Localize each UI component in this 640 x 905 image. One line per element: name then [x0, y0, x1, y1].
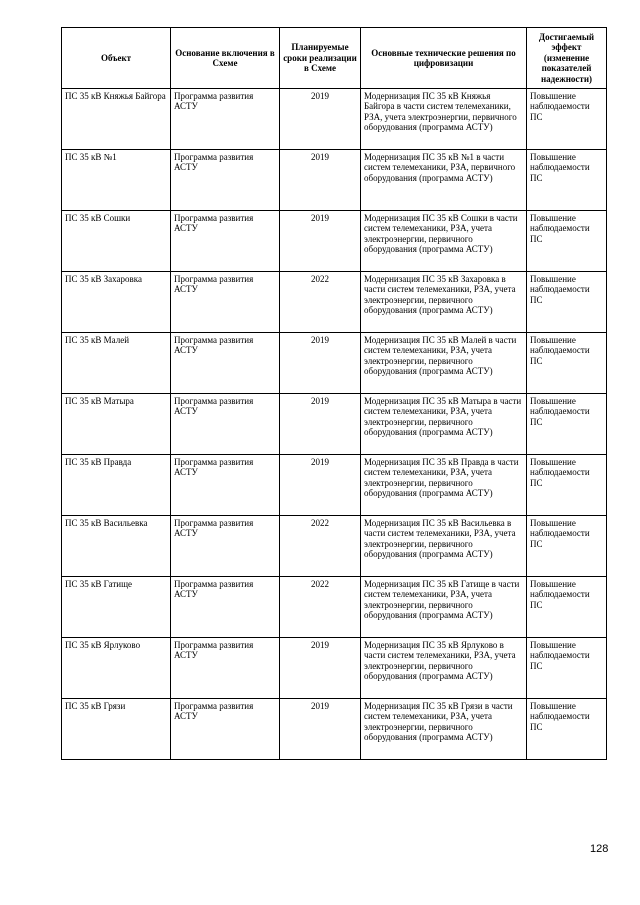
cell-object: ПС 35 кВ Княжья Байгора — [62, 89, 171, 150]
cell-solution: Модернизация ПС 35 кВ Правда в части систем телемеханики, РЗА, учета электроэнергии, первичного оборудования (программа АСТУ) — [361, 455, 527, 516]
cell-effect: Повышение наблюдаемости ПС — [527, 150, 607, 211]
table-row — [62, 516, 607, 577]
digitalization-table — [61, 27, 607, 760]
cell-effect: Повышение наблюдаемости ПС — [527, 211, 607, 272]
header-object: Объект — [62, 28, 171, 89]
cell-basis: Программа развития АСТУ — [171, 272, 280, 333]
cell-effect: Повышение наблюдаемости ПС — [527, 699, 607, 760]
table-row — [62, 577, 607, 638]
table-row — [62, 394, 607, 455]
cell-effect: Повышение наблюдаемости ПС — [527, 455, 607, 516]
cell-solution: Модернизация ПС 35 кВ Матыра в части систем телемеханики, РЗА, учета электроэнергии, первичного оборудования (программа АСТУ) — [361, 394, 527, 455]
cell-object: ПС 35 кВ Правда — [62, 455, 171, 516]
cell-object: ПС 35 кВ Васильевка — [62, 516, 171, 577]
table-row — [62, 333, 607, 394]
cell-year: 2019 — [280, 211, 361, 272]
cell-effect: Повышение наблюдаемости ПС — [527, 516, 607, 577]
cell-basis: Программа развития АСТУ — [171, 89, 280, 150]
table-row — [62, 89, 607, 150]
cell-basis: Программа развития АСТУ — [171, 638, 280, 699]
cell-basis: Программа развития АСТУ — [171, 333, 280, 394]
cell-solution: Модернизация ПС 35 кВ Малей в части систем телемеханики, РЗА, учета электроэнергии, первичного оборудования (программа АСТУ) — [361, 333, 527, 394]
table-row — [62, 638, 607, 699]
cell-effect: Повышение наблюдаемости ПС — [527, 333, 607, 394]
cell-year: 2022 — [280, 516, 361, 577]
table-header-row — [62, 28, 607, 89]
cell-effect: Повышение наблюдаемости ПС — [527, 394, 607, 455]
cell-basis: Программа развития АСТУ — [171, 455, 280, 516]
page-number: 128 — [590, 843, 609, 855]
cell-effect: Повышение наблюдаемости ПС — [527, 577, 607, 638]
cell-year: 2019 — [280, 699, 361, 760]
cell-effect: Повышение наблюдаемости ПС — [527, 272, 607, 333]
cell-object: ПС 35 кВ Сошки — [62, 211, 171, 272]
cell-basis: Программа развития АСТУ — [171, 699, 280, 760]
cell-solution: Модернизация ПС 35 кВ Гатище в части систем телемеханики, РЗА, учета электроэнергии, первичного оборудования (программа АСТУ) — [361, 577, 527, 638]
cell-solution: Модернизация ПС 35 кВ Грязи в части систем телемеханики, РЗА, учета электроэнергии, первичного оборудования (программа АСТУ) — [361, 699, 527, 760]
cell-effect: Повышение наблюдаемости ПС — [527, 89, 607, 150]
cell-solution: Модернизация ПС 35 кВ Ярлуково в части систем телемеханики, РЗА, учета электроэнергии, первичного оборудования (программа АСТУ) — [361, 638, 527, 699]
cell-year: 2019 — [280, 394, 361, 455]
cell-effect: Повышение наблюдаемости ПС — [527, 638, 607, 699]
table-row — [62, 455, 607, 516]
header-deadline: Планируемые сроки реализации в Схеме — [280, 28, 361, 89]
cell-solution: Модернизация ПС 35 кВ Сошки в части систем телемеханики, РЗА, учета электроэнергии, первичного оборудования (программа АСТУ) — [361, 211, 527, 272]
table-row — [62, 150, 607, 211]
cell-solution: Модернизация ПС 35 кВ Захаровка в части систем телемеханики, РЗА, учета электроэнергии, первичного оборудования (программа АСТУ) — [361, 272, 527, 333]
header-solutions: Основные технические решения по цифровизации — [361, 28, 527, 89]
cell-solution: Модернизация ПС 35 кВ Васильевка в части систем телемеханики, РЗА, учета электроэнергии, первичного оборудования (программа АСТУ) — [361, 516, 527, 577]
cell-year: 2019 — [280, 89, 361, 150]
cell-object: ПС 35 кВ №1 — [62, 150, 171, 211]
cell-basis: Программа развития АСТУ — [171, 211, 280, 272]
cell-year: 2019 — [280, 455, 361, 516]
cell-basis: Программа развития АСТУ — [171, 577, 280, 638]
cell-basis: Программа развития АСТУ — [171, 394, 280, 455]
cell-basis: Программа развития АСТУ — [171, 516, 280, 577]
cell-year: 2019 — [280, 333, 361, 394]
cell-object: ПС 35 кВ Гатище — [62, 577, 171, 638]
header-basis: Основание включения в Схеме — [171, 28, 280, 89]
cell-solution: Модернизация ПС 35 кВ Княжья Байгора в части систем телемеханики, РЗА, учета электроэнергии, первичного оборудования (программа АСТУ) — [361, 89, 527, 150]
cell-object: ПС 35 кВ Матыра — [62, 394, 171, 455]
table-row — [62, 272, 607, 333]
table-row — [62, 699, 607, 760]
cell-year: 2022 — [280, 577, 361, 638]
cell-year: 2022 — [280, 272, 361, 333]
cell-basis: Программа развития АСТУ — [171, 150, 280, 211]
cell-object: ПС 35 кВ Малей — [62, 333, 171, 394]
header-effect: Достигаемый эффект (изменение показателей надежности) — [527, 28, 607, 89]
cell-year: 2019 — [280, 150, 361, 211]
cell-year: 2019 — [280, 638, 361, 699]
cell-solution: Модернизация ПС 35 кВ №1 в части систем телемеханики, РЗА, первичного оборудования (программа АСТУ) — [361, 150, 527, 211]
cell-object: ПС 35 кВ Захаровка — [62, 272, 171, 333]
cell-object: ПС 35 кВ Ярлуково — [62, 638, 171, 699]
table-row — [62, 211, 607, 272]
cell-object: ПС 35 кВ Грязи — [62, 699, 171, 760]
